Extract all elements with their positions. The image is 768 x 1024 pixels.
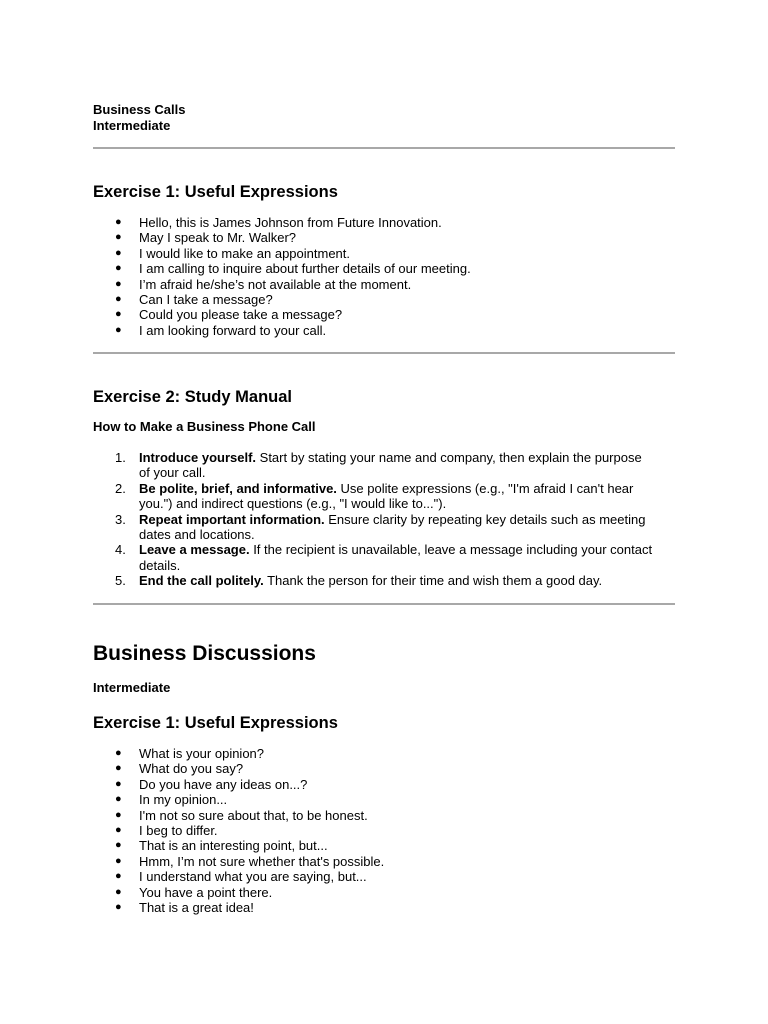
bullet-icon: ● xyxy=(115,231,122,244)
list-item: ● I’m afraid he/she’s not available at the moment. xyxy=(115,276,412,292)
document-header xyxy=(93,102,186,133)
bullet-icon: ● xyxy=(115,885,122,898)
bullet-icon: ● xyxy=(115,839,122,852)
list-item: ● Do you have any ideas on...? xyxy=(115,776,308,792)
list-item: ● That is a great idea! xyxy=(115,900,254,916)
bullet-icon: ● xyxy=(115,246,122,259)
list-item: ● In my opinion... xyxy=(115,792,228,808)
list-item: ● Can I take a message? xyxy=(115,292,273,308)
list-item: ● I understand what you are saying, but... xyxy=(115,869,367,885)
expressions-list-calls xyxy=(93,215,471,338)
list-item: ● I'm not so sure about that, to be honest. xyxy=(115,807,368,823)
document-level: Intermediate xyxy=(93,117,171,133)
bullet-icon: ● xyxy=(115,277,122,290)
section-heading-exercise-1: Exercise 1: Useful Expressions xyxy=(93,183,338,201)
step-item: 3. Repeat important information. Ensure clarity by repeating key details such as meeting dates and locations. xyxy=(115,511,646,543)
bullet-icon: ● xyxy=(115,777,122,790)
list-item: ● I would like to make an appointment. xyxy=(115,245,351,261)
list-item: ● Hello, this is James Johnson from Future Innovation. xyxy=(115,215,442,230)
bullet-icon: ● xyxy=(115,323,122,336)
bullet-icon: ● xyxy=(115,293,122,306)
section-heading-exercise-2: Exercise 2: Study Manual xyxy=(93,388,292,406)
phone-call-steps xyxy=(93,450,675,589)
list-item: ● May I speak to Mr. Walker? xyxy=(115,230,297,246)
list-item: ● What do you say? xyxy=(115,761,244,777)
study-manual-subtitle: How to Make a Business Phone Call xyxy=(93,419,316,434)
section-heading-business-discussions: Business Discussions xyxy=(93,642,316,665)
divider xyxy=(93,352,675,354)
list-item: ● I am calling to inquire about further details of our meeting. xyxy=(115,261,471,277)
bullet-icon: ● xyxy=(115,747,122,759)
bullet-icon: ● xyxy=(115,808,122,821)
bullet-icon: ● xyxy=(115,870,122,883)
step-item: 5. End the call politely. Thank the person for their time and wish them a good day. xyxy=(115,573,603,589)
document-title: Business Calls xyxy=(93,102,186,117)
list-item: ● I am looking forward to your call. xyxy=(115,322,327,338)
list-item: ● Hmm, I’m not sure whether that's possible. xyxy=(115,853,385,869)
list-item: ● I beg to differ. xyxy=(115,823,218,839)
section-heading-discussions-exercise-1: Exercise 1: Useful Expressions xyxy=(93,714,338,732)
step-item: 1. Introduce yourself. Start by stating your name and company, then explain the purpose of your call. xyxy=(115,450,642,481)
bullet-icon: ● xyxy=(115,216,122,228)
bullet-icon: ● xyxy=(115,824,122,837)
expressions-list-discussions xyxy=(93,746,384,915)
divider xyxy=(93,147,675,149)
list-item: ● You have a point there. xyxy=(115,884,273,900)
divider xyxy=(93,603,675,605)
discussions-level: Intermediate xyxy=(93,680,171,695)
bullet-icon: ● xyxy=(115,793,122,806)
bullet-icon: ● xyxy=(115,854,122,867)
list-item: ● That is an interesting point, but... xyxy=(115,838,328,854)
list-item: ● What is your opinion? xyxy=(115,746,265,761)
bullet-icon: ● xyxy=(115,308,122,321)
step-item: 2. Be polite, brief, and informative. Use polite expressions (e.g., "I'm afraid I can't hear you.") and indirect questions (e.g., "I would like to..."). xyxy=(115,480,634,512)
list-item: ● Could you please take a message? xyxy=(115,307,343,323)
bullet-icon: ● xyxy=(115,762,122,775)
bullet-icon: ● xyxy=(115,901,122,914)
bullet-icon: ● xyxy=(115,262,122,275)
step-item: 4. Leave a message. If the recipient is unavailable, leave a message including your contact details. xyxy=(115,542,653,573)
